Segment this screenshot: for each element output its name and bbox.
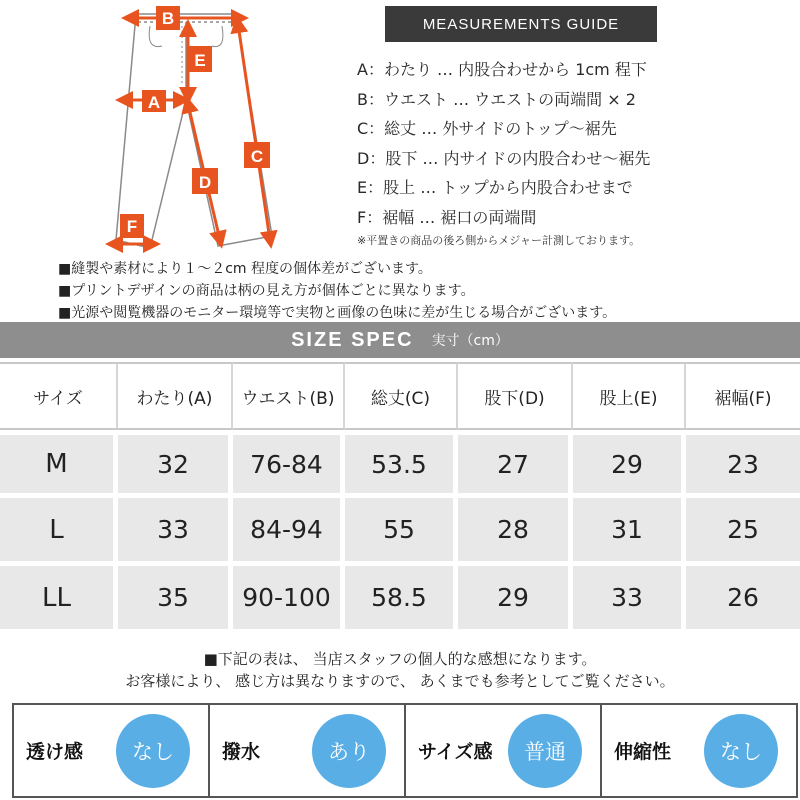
table-cell: 35 bbox=[118, 566, 233, 634]
table-cell: 28 bbox=[458, 498, 573, 566]
guide-footnote: ※平置きの商品の後ろ側からメジャー計測しております。 bbox=[357, 234, 641, 247]
attribute-size-feel bbox=[406, 705, 602, 796]
table-cell: 29 bbox=[458, 566, 573, 634]
feel-note-line: お客様により、 感じ方は異なりますので、 あくまでも参考としてご覧ください。 bbox=[125, 672, 675, 690]
measurements-guide-list bbox=[357, 55, 797, 233]
line-c bbox=[238, 24, 270, 240]
table-cell: 26 bbox=[686, 566, 800, 634]
label-b: B bbox=[161, 9, 175, 28]
attribute-transparency bbox=[14, 705, 210, 796]
size-table bbox=[0, 362, 800, 634]
table-cell: 25 bbox=[686, 498, 800, 566]
attribute-label: 伸縮性 bbox=[614, 741, 672, 763]
table-header-row bbox=[0, 362, 800, 430]
table-cell: 84-94 bbox=[233, 498, 345, 566]
column-header: 総丈(C) bbox=[345, 362, 458, 430]
measurement-labels bbox=[120, 6, 270, 238]
attribute-label: 透け感 bbox=[26, 741, 84, 763]
attribute-badge: 普通 bbox=[508, 714, 582, 788]
column-header: 股上(E) bbox=[573, 362, 686, 430]
pants-measurement-diagram bbox=[100, 0, 300, 255]
size-spec-band bbox=[0, 322, 800, 358]
feel-note bbox=[0, 648, 800, 692]
column-header: サイズ bbox=[0, 362, 118, 430]
column-header: ウエスト(B) bbox=[233, 362, 345, 430]
attribute-water-repellent bbox=[210, 705, 406, 796]
size-cell: LL bbox=[0, 566, 118, 634]
label-c: C bbox=[250, 147, 264, 166]
guide-item-f: F：裾幅 … 裾口の両端間 bbox=[357, 207, 537, 227]
column-header: わたり(A) bbox=[118, 362, 233, 430]
attribute-badge: あり bbox=[312, 714, 386, 788]
table-row bbox=[0, 430, 800, 498]
table-cell: 31 bbox=[573, 498, 686, 566]
note-item: ■縫製や素材により１〜２cm 程度の個体差がございます。 bbox=[58, 261, 432, 277]
table-row bbox=[0, 498, 800, 566]
attribute-label: 撥水 bbox=[222, 741, 261, 763]
guide-item-d: D：股下 … 内サイドの内股合わせ〜裾先 bbox=[357, 148, 651, 168]
table-cell: 32 bbox=[118, 430, 233, 498]
label-d: D bbox=[198, 173, 212, 192]
attribute-label: サイズ感 bbox=[418, 741, 493, 763]
attributes-panel bbox=[12, 703, 798, 798]
feel-note-line: ■下記の表は、 当店スタッフの個人的な感想になります。 bbox=[203, 650, 597, 668]
attribute-badge: なし bbox=[704, 714, 778, 788]
table-cell: 23 bbox=[686, 430, 800, 498]
column-header: 股下(D) bbox=[458, 362, 573, 430]
table-cell: 33 bbox=[573, 566, 686, 634]
table-cell: 55 bbox=[345, 498, 458, 566]
table-cell: 29 bbox=[573, 430, 686, 498]
attribute-stretch bbox=[602, 705, 796, 796]
notes-list bbox=[58, 258, 798, 324]
guide-item-a: A：わたり … 内股合わせから 1cm 程下 bbox=[357, 60, 647, 79]
column-header: 裾幅(F) bbox=[686, 362, 800, 430]
table-cell: 76-84 bbox=[233, 430, 345, 498]
table-cell: 58.5 bbox=[345, 566, 458, 634]
note-item: ■光源や閲覧機器のモニター環境等で実物と画像の色味に差が生じる場合がございます。 bbox=[58, 305, 617, 321]
table-cell: 90-100 bbox=[233, 566, 345, 634]
table-row bbox=[0, 566, 800, 634]
label-e: E bbox=[194, 51, 206, 70]
size-cell: L bbox=[0, 498, 118, 566]
table-cell: 33 bbox=[118, 498, 233, 566]
attribute-badge: なし bbox=[116, 714, 190, 788]
guide-item-c: C：総丈 … 外サイドのトップ〜裾先 bbox=[357, 119, 617, 139]
table-cell: 27 bbox=[458, 430, 573, 498]
label-a: A bbox=[147, 93, 161, 112]
measurements-guide-title: MEASUREMENTS GUIDE bbox=[385, 6, 657, 42]
table-cell: 53.5 bbox=[345, 430, 458, 498]
guide-item-b: B：ウエスト … ウエストの両端間 × 2 bbox=[357, 89, 636, 109]
size-spec-unit: 実寸（cm） bbox=[431, 333, 509, 349]
size-cell: M bbox=[0, 430, 118, 498]
size-spec-title: SIZE SPEC bbox=[291, 328, 414, 351]
note-item: ■プリントデザインの商品は柄の見え方が個体ごとに異なります。 bbox=[58, 283, 475, 299]
guide-item-e: E：股上 … トップから内股合わせまで bbox=[357, 178, 633, 198]
label-f: F bbox=[126, 217, 138, 236]
